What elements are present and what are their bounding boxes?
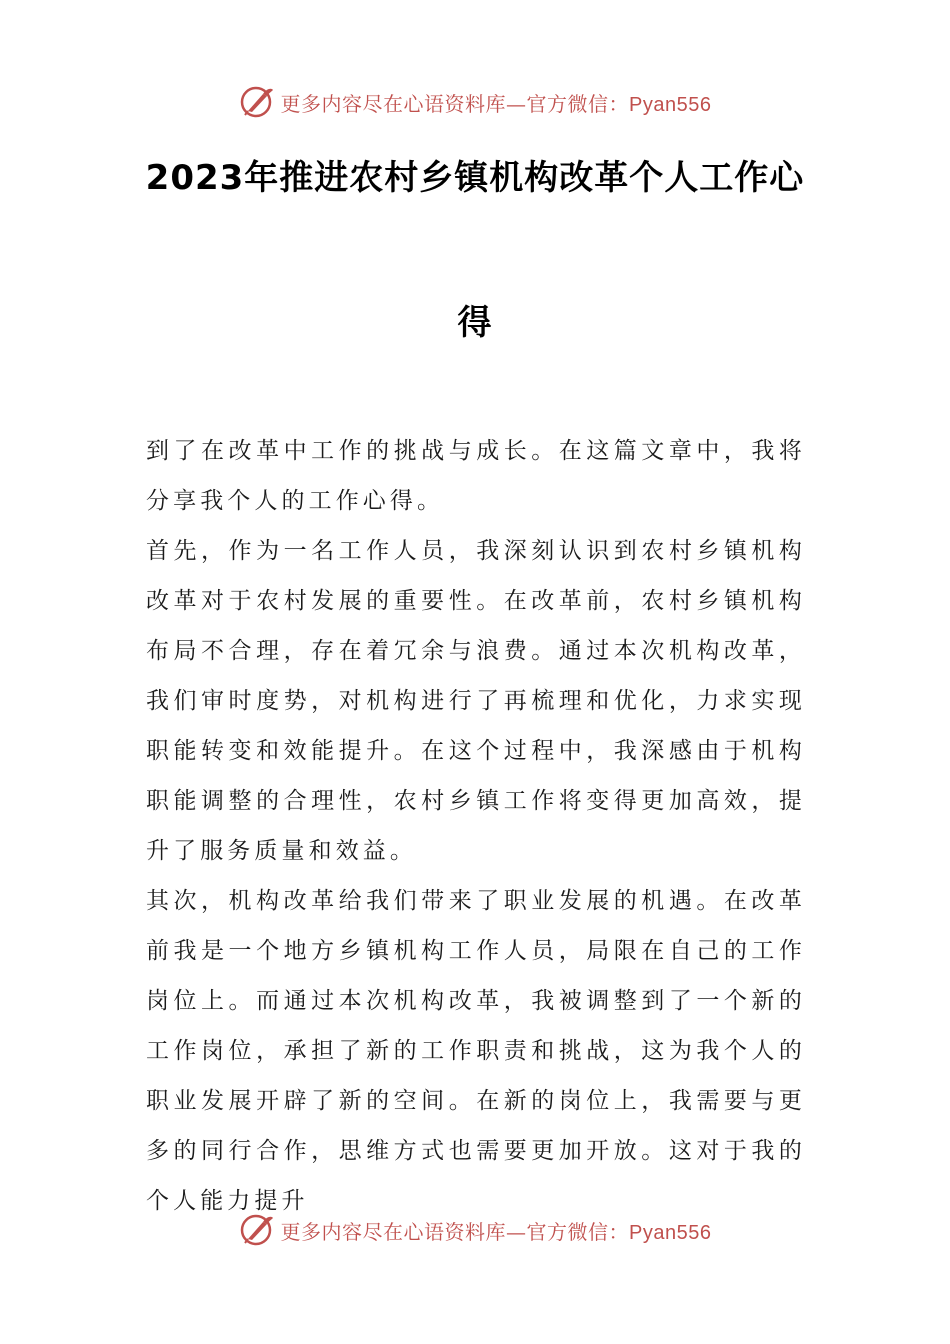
footer-banner-text: 更多内容尽在心语资料库—官方微信：Pyan556 [280,1219,712,1244]
quill-pen-logo-icon [239,1212,275,1248]
paragraph-3: 其次，机构改革给我们带来了职业发展的机遇。在改革前我是一个地方乡镇机构工作人员，局限在自己的工作岗位上。而通过本次机构改革，我被调整到了一个新的工作岗位，承担了新的工作职责和挑战，这为我个人的职业发展开辟了新的空间。在新的岗位上，我需要与更多的同行合作，思维方式也需要更加开放。这对于我的个人能力提升 [146,888,806,1214]
document-title-line2: 得 [457,303,493,343]
paragraph-1: 到了在改革中工作的挑战与成长。在这篇文章中，我将分享我个人的工作心得。 [146,438,806,514]
document-body [146,426,806,1226]
quill-pen-logo-icon [239,84,275,120]
header-wechat-id: Pyan556 [629,93,712,116]
footer-banner [0,1208,950,1252]
header-banner-text: 更多内容尽在心语资料库—官方微信：Pyan556 [280,91,712,116]
paragraph-2: 首先，作为一名工作人员，我深刻认识到农村乡镇机构改革对于农村发展的重要性。在改革前，农村乡镇机构布局不合理，存在着冗余与浪费。通过本次机构改革，我们审时度势，对机构进行了再梳理和优化，力求实现职能转变和效能提升。在这个过程中，我深感由于机构职能调整的合理性，农村乡镇工作将变得更加高效，提升了服务质量和效益。 [146,538,806,864]
footer-wechat-id: Pyan556 [629,1221,712,1244]
document-title-line1: 2023年推进农村乡镇机构改革个人工作心 [145,158,805,198]
header-banner [0,80,950,124]
